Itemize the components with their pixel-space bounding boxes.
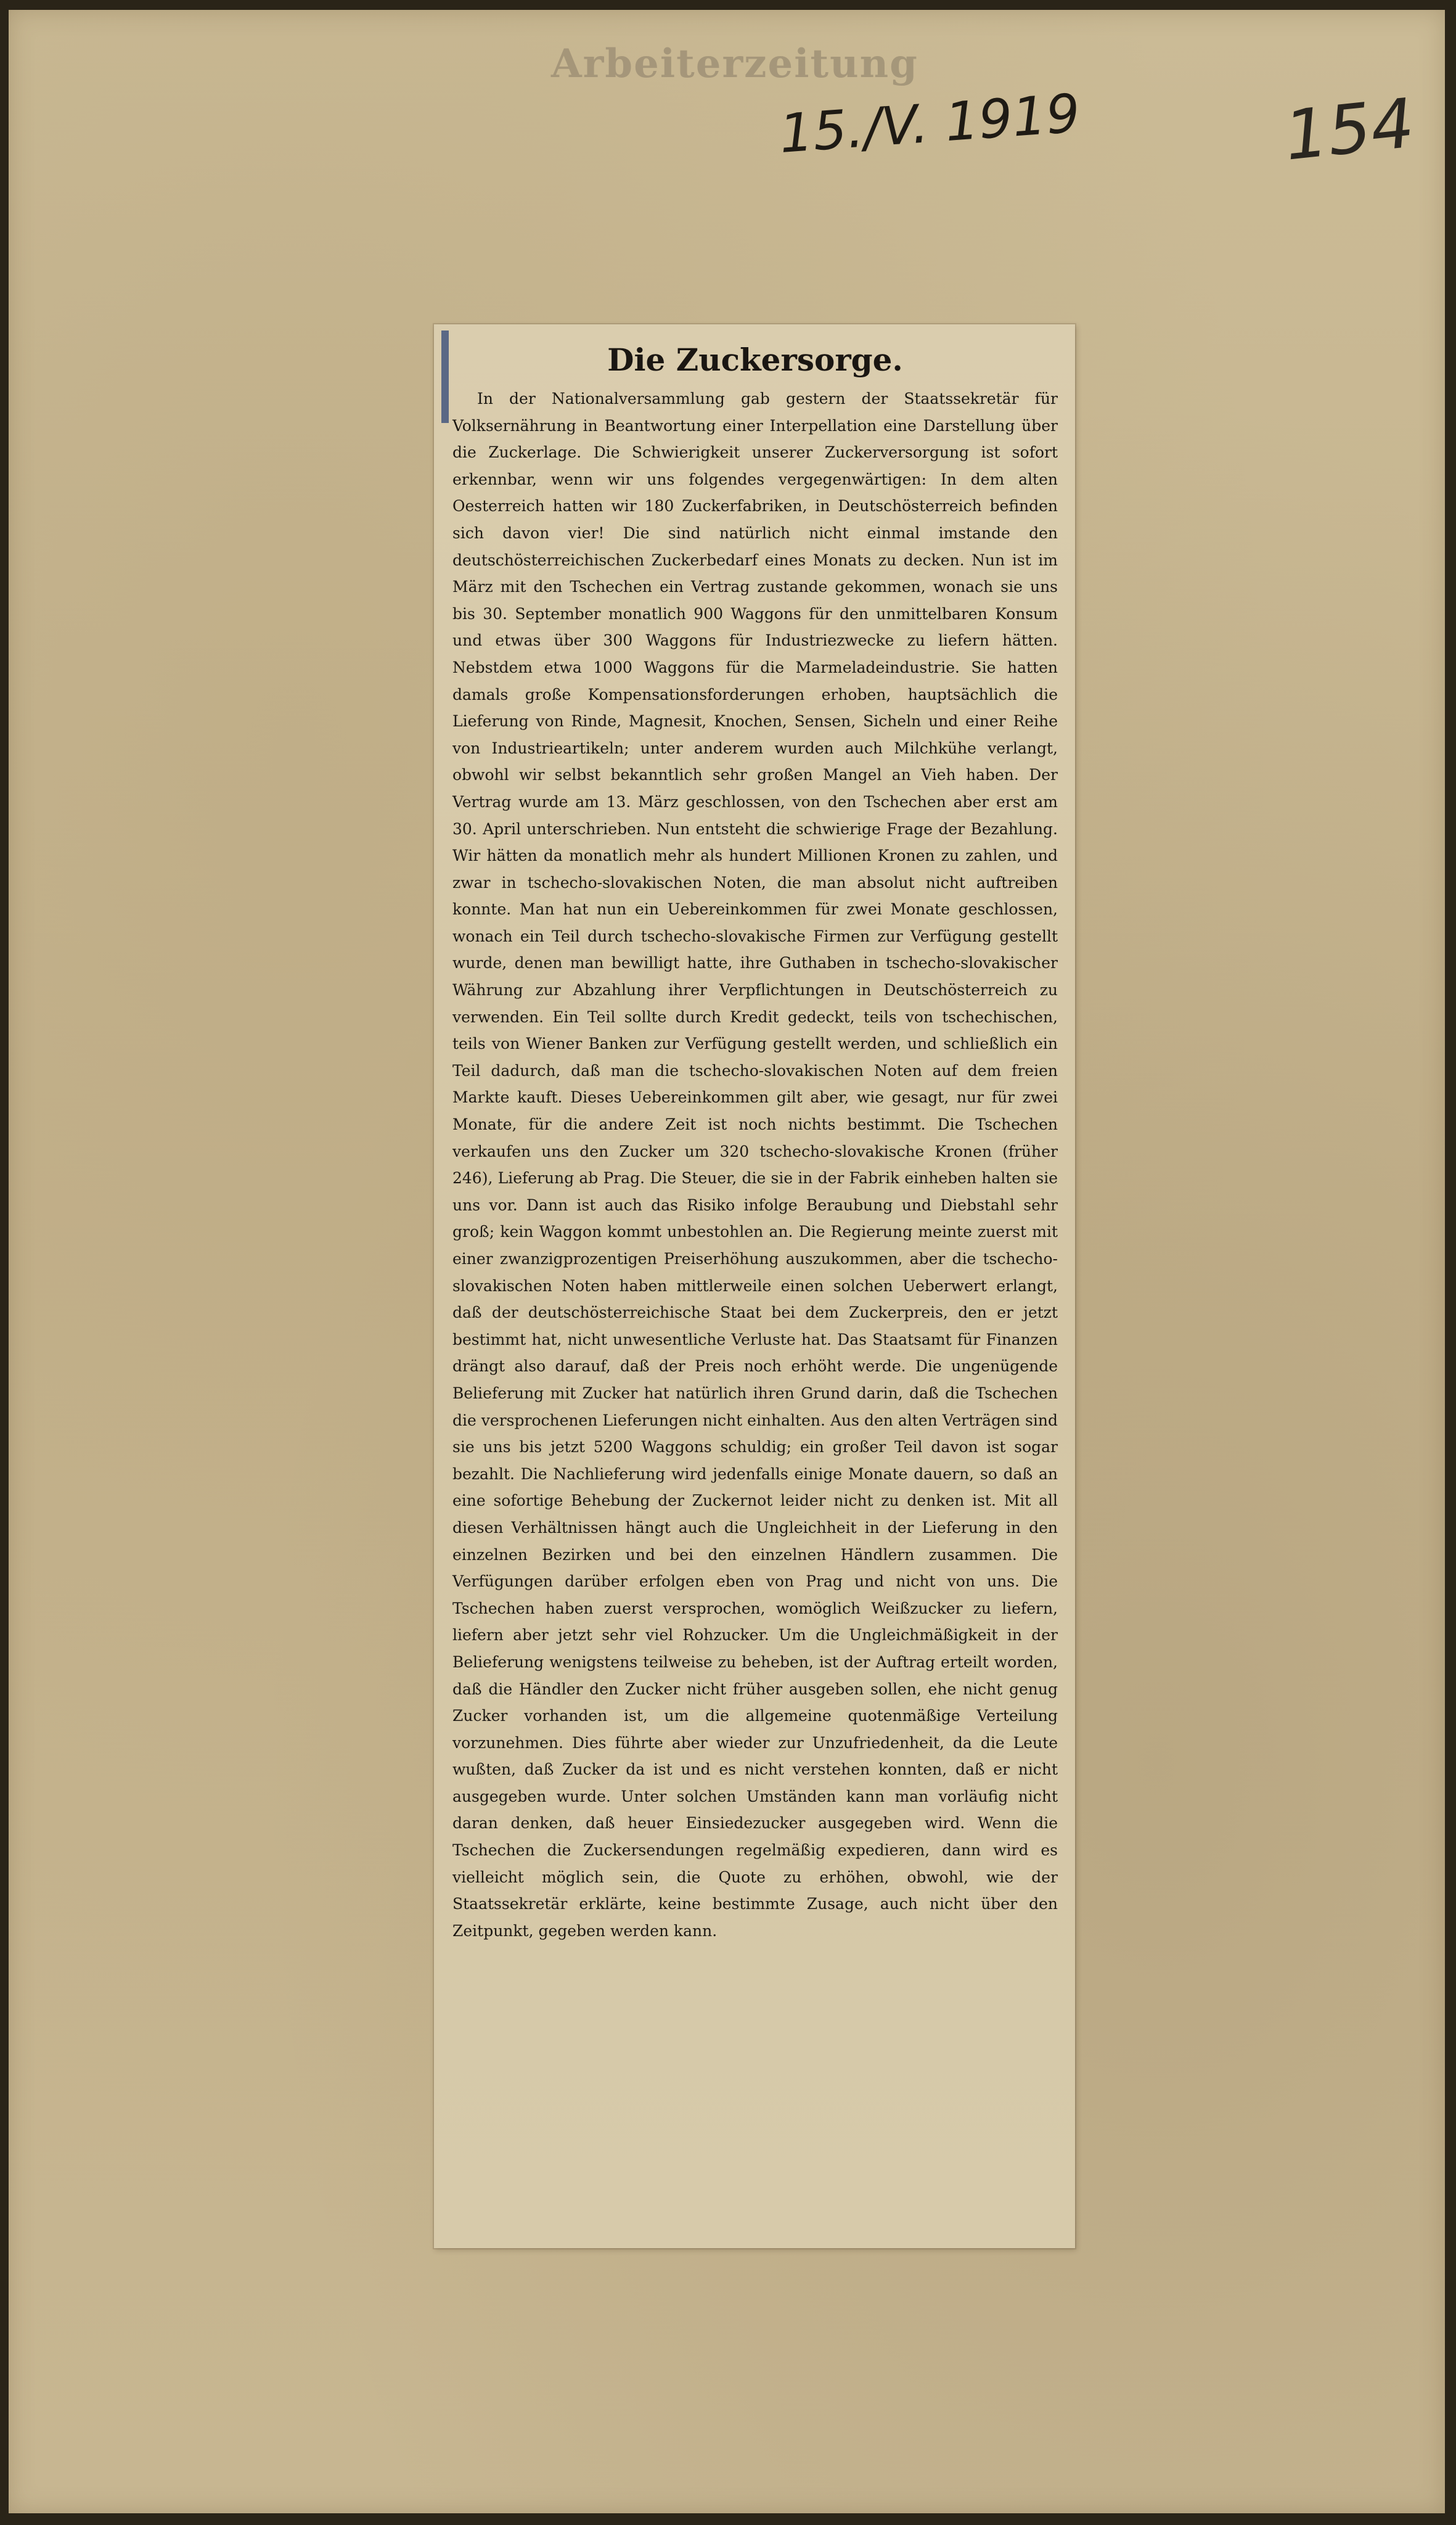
archive-sheet — [9, 10, 1445, 2513]
blue-pencil-mark-icon — [441, 331, 449, 423]
article-body: In der Nationalversammlung gab gestern der Staatssekretär für Volksernährung in Beantwortung einer Interpellation eine Darstellung über die Zuckerlage. Die Schwierigkeit unserer Zuckerversorgung ist sofort erkennbar, wenn wir uns folgendes vergegenwärtigen: In dem alten Oesterreich hatten wir 180 Zuckerfabriken, in Deutschösterreich befinden sich davon vier! Die sind natürlich nicht einmal imstande den deutschösterreichischen Zuckerbedarf eines Monats zu decken. Nun ist im März mit den Tschechen ein Vertrag zustande gekommen, wonach sie uns bis 30. September monatlich 900 Waggons für den unmittelbaren Konsum und etwas über 300 Waggons für Industriezwecke zu liefern hätten. Nebstdem etwa 1000 Waggons für die Marmeladeindustrie. Sie hatten damals große Kompensationsforderungen erhoben, hauptsächlich die Lieferung von Rinde, Magnesit, Knochen, Sensen, Sicheln und einer Reihe von Industrieartikeln; unter anderem wurden auch Milchkühe verlangt, obwohl wir selbst bekanntlich sehr großen Mangel an Vieh haben. Der Vertrag wurde am 13. März geschlossen, von den Tschechen aber erst am 30. April unterschrieben. Nun entsteht die schwierige Frage der Bezahlung. Wir hätten da monatlich mehr als hundert Millionen Kronen zu zahlen, und zwar in tschecho-slovakischen Noten, die man absolut nicht auftreiben konnte. Man hat nun ein Uebereinkommen für zwei Monate geschlossen, wonach ein Teil durch tschecho-slovakische Firmen zur Verfügung gestellt wurde, denen man bewilligt hatte, ihre Guthaben in tschecho-slovakischer Währung zur Abzahlung ihrer Verpflichtungen in Deutschösterreich zu verwenden. Ein Teil sollte durch Kredit gedeckt, teils von tschechischen, teils von Wiener Banken zur Verfügung gestellt werden, und schließlich ein Teil dadurch, daß man die tschecho-slovakischen Noten auf dem freien Markte kauft. Dieses Uebereinkommen gilt aber, wie gesagt, nur für zwei Monate, für die andere Zeit ist noch nichts bestimmt. Die Tschechen verkaufen uns den Zucker um 320 tschecho-slovakische Kronen (früher 246), Lieferung ab Prag. Die Steuer, die sie in der Fabrik einheben halten sie uns vor. Dann ist auch das Risiko infolge Beraubung und Diebstahl sehr groß; kein Waggon kommt unbestohlen an. Die Regierung meinte zuerst mit einer zwanzigprozentigen Preiserhöhung auszukommen, aber die tschecho-slovakischen Noten haben mittlerweile einen solchen Ueberwert erlangt, daß der deutschösterreichische Staat bei dem Zuckerpreis, den er jetzt bestimmt hat, nicht unwesentliche Verluste hat. Das Staatsamt für Finanzen drängt also darauf, daß der Preis noch erhöht werde. Die ungenügende Belieferung mit Zucker hat natürlich ihren Grund darin, daß die Tschechen die versprochenen Lieferungen nicht einhalten. Aus den alten Verträgen sind sie uns bis jetzt 5200 Waggons schuldig; ein großer Teil davon ist sogar bezahlt. Die Nachlieferung wird jedenfalls einige Monate dauern, so daß an eine sofortige Behebung der Zuckernot leider nicht zu denken ist. Mit all diesen Verhältnissen hängt auch die Ungleichheit in der Lieferung in den einzelnen Bezirken und bei den einzelnen Händlern zusammen. Die Verfügungen darüber erfolgen eben von Prag und nicht von uns. Die Tschechen haben zuerst versprochen, womöglich Weißzucker zu liefern, liefern aber jetzt sehr viel Rohzucker. Um die Ungleichmäßigkeit in der Belieferung wenigstens teilweise zu beheben, ist der Auftrag erteilt worden, daß die Händler den Zucker nicht früher ausgeben sollen, ehe nicht genug Zucker vorhanden ist, um die allgemeine quotenmäßige Verteilung vorzunehmen. Dies führte aber wieder zur Unzufriedenheit, da die Leute wußten, daß Zucker da ist und es nicht verstehen konnten, daß er nicht ausgegeben wurde. Unter solchen Umständen kann man vorläufig nicht daran denken, daß heuer Einsiedezucker ausgegeben wird. Wenn die Tschechen die Zuckersendungen regelmäßig expedieren, dann wird es vielleicht möglich sein, die Quote zu erhöhen, obwohl, wie der Staatssekretär erklärte, keine bestimmte Zusage, auch nicht über den Zeitpunkt, gegeben werden kann. — [452, 390, 1058, 1940]
newspaper-name-stamp: Arbeiterzeitung — [551, 41, 918, 87]
folio-number: 154 — [1280, 83, 1418, 176]
newspaper-clipping — [434, 324, 1075, 2248]
handwritten-date: 15./V. 1919 — [777, 83, 1082, 165]
article-headline: Die Zuckersorge. — [607, 342, 903, 378]
